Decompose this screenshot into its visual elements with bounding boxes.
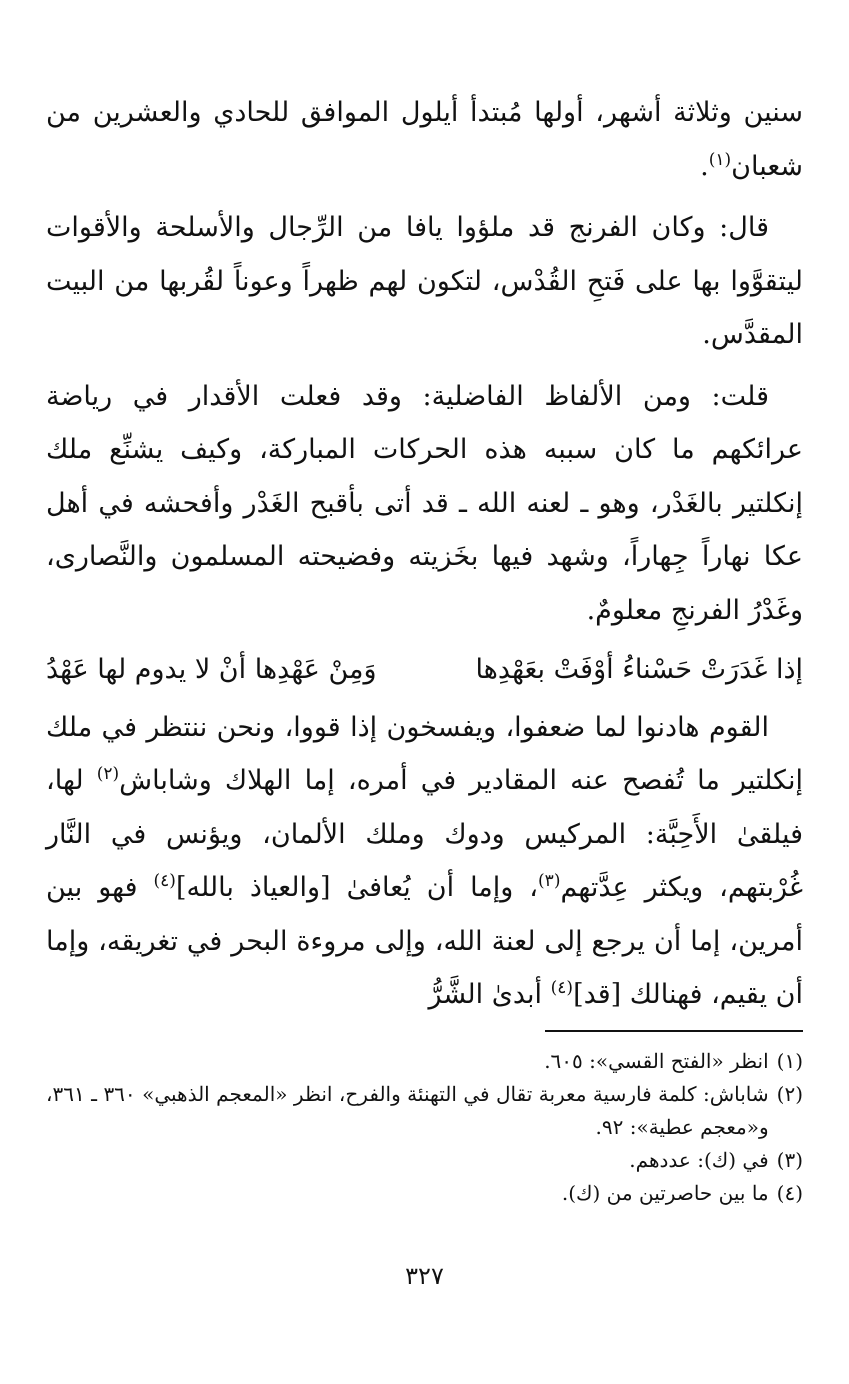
verse-first-hemistich: إذا غَدَرَتْ حَسْناءُ أوْفَتْ بعَهْدِها [475, 654, 803, 685]
paragraph-4-part-e: أبدىٰ الشَّرُّ [428, 979, 551, 1010]
footnote-number: (٤) [776, 1181, 803, 1205]
main-text [46, 86, 803, 1022]
footnote-ref-1: (١) [708, 149, 732, 170]
footnote-number: (٣) [776, 1148, 803, 1172]
footnote-1 [46, 1045, 803, 1078]
paragraph-2: قال: وكان الفرنج قد ملؤوا يافا من الرِّجال والأسلحة والأقوات ليتقوَّوا بها على فَتحِ القُدْس، لتكون لهم ظهراً وعوناً لقُربها من البيت المقدَّس. [46, 212, 803, 350]
paragraph-4 [46, 701, 803, 1022]
footnote-3 [46, 1144, 803, 1177]
paragraph-4-part-a: القوم هادنوا لما ضعفوا، ويفسخون إذا قووا، ونحن ننتظر في ملك إنكلتير ما تُفصح عنه المقادير في أمره، إما الهلاك وشاباش [46, 711, 803, 796]
footnote-text: في (ك): عددهم. [629, 1148, 769, 1172]
verse-second-hemistich: وَمِنْ عَهْدِها أنْ لا يدوم لها عَهْدُ [46, 654, 377, 685]
paragraph-4-part-c: ، وإما أن يُعافىٰ [والعياذ بالله] [175, 872, 539, 903]
footnote-4 [46, 1177, 803, 1210]
paragraph-1-text: سنين وثلاثة أشهر، أولها مُبتدأ أيلول الموافق للحادي والعشرين من شعبان [46, 97, 803, 182]
footnote-2 [46, 1078, 803, 1144]
footnote-number: (١) [776, 1049, 803, 1073]
paragraph-3: قلت: ومن الألفاظ الفاضلية: وقد فعلت الأقدار في رياضة عرائكهم ما كان سببه هذه الحركات المباركة، وكيف يشنِّع ملك إنكلتير بالغَدْر، وهو ـ لعنه الله ـ قد أتى بأقبح الغَدْر وأفحشه في أهل عكا نهاراً جِهاراً، وشهد فيها بخَزيته وفضيحته المسلمون والنَّصارى، وغَدْرُ الفرنجِ معلومٌ. [46, 380, 803, 626]
poetry-verse [46, 643, 803, 697]
footnote-ref-3: (٣) [538, 871, 561, 891]
footnote-ref-4a: (٤) [153, 871, 176, 891]
footnote-text: ما بين حاصرتين من (ك). [561, 1181, 769, 1205]
footnote-text: شاباش: كلمة فارسية معربة تقال في التهنئة والفرح، انظر «المعجم الذهبي» ٣٦٠ ـ ٣٦١، و«معجم عطية»: ٩٢. [46, 1082, 769, 1139]
footnote-divider [545, 1030, 803, 1032]
page-number: ٣٢٧ [405, 1262, 444, 1290]
paragraph-1-end: . [700, 150, 709, 182]
paragraph-4-part-d: فهو بين أمرين، إما أن يرجع إلى لعنة الله، وإلى مروءة البحر في تغريقه، وإما أن يقيم، فهنالك [قد] [46, 872, 803, 1010]
footnote-number: (٢) [776, 1082, 803, 1106]
footnote-text: انظر «الفتح القسي»: ٦٠٥. [544, 1049, 769, 1073]
paragraph-4-part-b: لها، فيلقىٰ الأَحِبَّة: المركيس ودوك وملك الألمان، ويؤنس في النَّار غُرْبتهم، ويكثر عِدَّتهم [46, 765, 803, 903]
paragraph-1 [46, 86, 803, 193]
footnotes [46, 1045, 803, 1210]
footnote-ref-4b: (٤) [550, 978, 574, 998]
footnote-ref-2: (٢) [96, 764, 120, 784]
